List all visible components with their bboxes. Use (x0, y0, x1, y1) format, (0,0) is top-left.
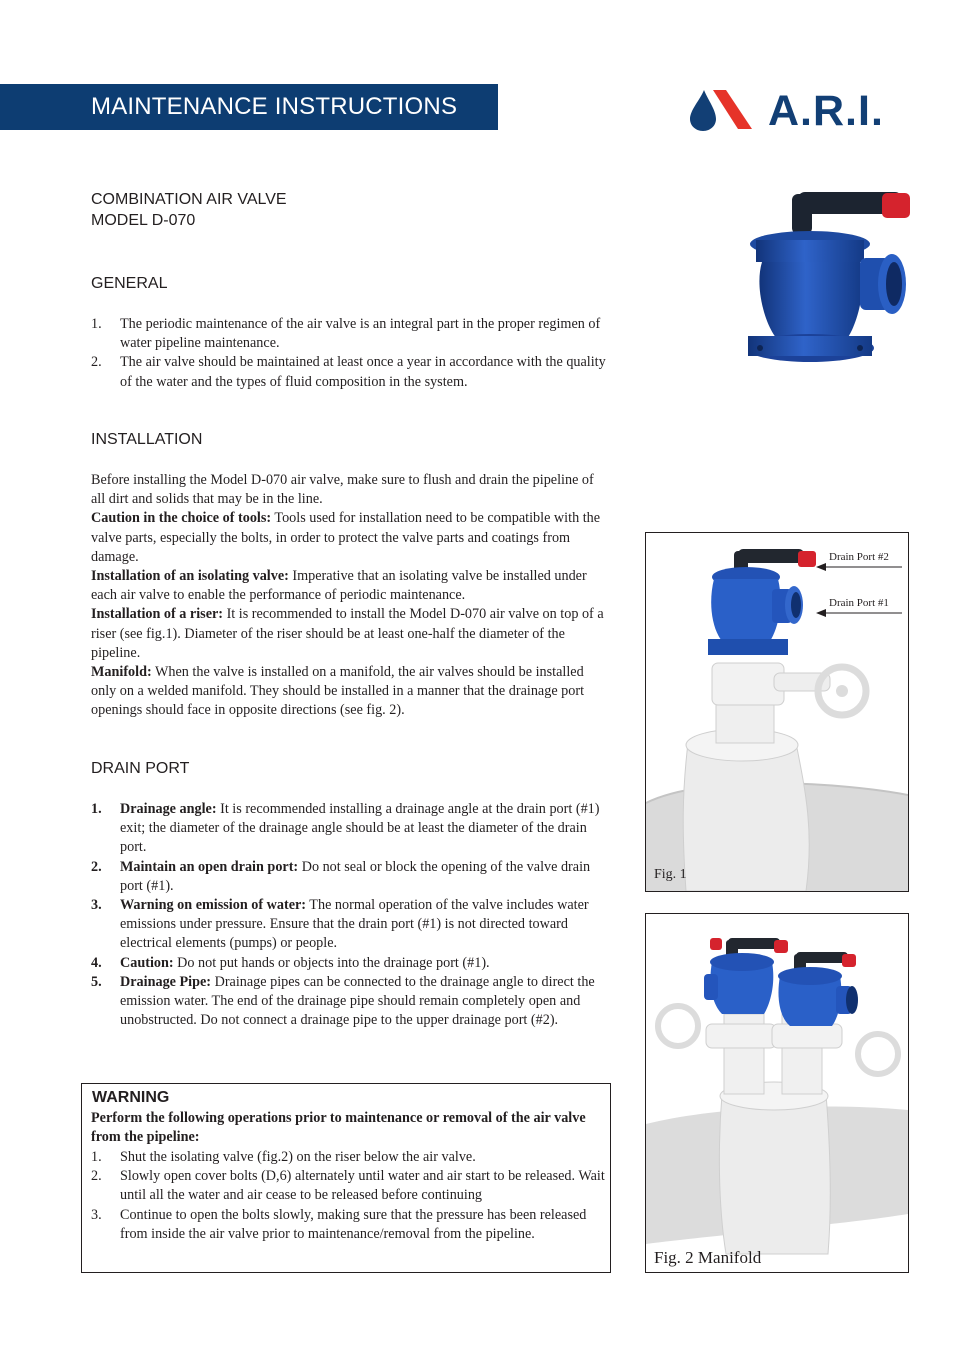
figure-2-caption: Fig. 2 Manifold (654, 1248, 762, 1267)
warning-lead: Perform the following operations prior to maintenance or removal of the air valve from the pipeline: (91, 1110, 586, 1146)
list-item: 3. Warning on emission of water: The normal operation of the valve includes water emissions under pressure. Ensure that the drain port (#1) is not directed toward electrical elements (pumps) or people. (91, 897, 589, 952)
list-item: 2. Maintain an open drain port: Do not seal or block the opening of the valve drain port (#1). (91, 858, 591, 894)
drain-port-heading: DRAIN PORT (91, 760, 190, 777)
installation-heading: INSTALLATION (91, 431, 203, 448)
title-banner (0, 84, 498, 130)
installation-text (91, 471, 607, 721)
figure-2 (645, 913, 909, 1273)
ari-logo-mark-icon (686, 86, 766, 132)
list-item: 1. Shut the isolating valve (fig.2) on the riser below the air valve. (91, 1149, 476, 1165)
list-item: 2. The air valve should be maintained at least once a year in accordance with the quality of the water and the types of fluid composition in the system. (91, 354, 606, 390)
installation-paragraph: Installation of a riser: It is recommended to install the Model D-070 air valve on top of a riser (see fig.1). Diameter of the riser should be at least one-half the diameter of the pipeline. (91, 606, 604, 661)
figure-1-caption: Fig. 1 (654, 867, 687, 882)
figure-1-illustration (646, 533, 908, 891)
product-model: MODEL D-070 (91, 212, 196, 229)
page-title: MAINTENANCE INSTRUCTIONS (91, 93, 458, 120)
list-item: 2. Slowly open cover bolts (D,6) alternately until water and air start to be released. Wait until all the water and air cease to be released before continuing (91, 1168, 605, 1204)
warning-heading: WARNING (92, 1089, 170, 1106)
figure-2-illustration (646, 914, 908, 1272)
drain-port-list (91, 800, 607, 1030)
general-heading: GENERAL (91, 275, 168, 292)
list-item: 4. Caution: Do not put hands or objects into the drainage port (#1). (91, 954, 490, 971)
product-image (748, 188, 914, 370)
warning-box (81, 1083, 611, 1273)
installation-paragraph: Manifold: When the valve is installed on a manifold, the air valves should be installed only on a welded manifold. They should be installed in a manner that the drainage port openings should face in opposite directions (see fig. 2). (91, 664, 585, 719)
callout-drain-port-1: Drain Port #1 (829, 597, 889, 609)
callout-drain-port-2: Drain Port #2 (829, 551, 889, 563)
ari-logo (686, 86, 912, 135)
product-name: COMBINATION AIR VALVE (91, 191, 287, 208)
list-item: 1. Drainage angle: It is recommended installing a drainage angle at the drain port (#1) exit; the diameter of the drainage angle should be at least the diameter of the drain port. (91, 801, 600, 856)
installation-paragraph: Caution in the choice of tools: Tools used for installation need to be compatible with the valve parts, especially the bolts, in order to protect the valve parts and coatings from damage. (91, 510, 601, 565)
logo-text: A.R.I. (768, 87, 884, 135)
warning-list (91, 1148, 605, 1244)
list-item: 3. Continue to open the bolts slowly, making sure that the pressure has been released from inside the air valve prior to maintenance/removal from the pipeline. (91, 1206, 587, 1242)
list-item: 1. The periodic maintenance of the air valve is an integral part in the proper regimen of water pipeline maintenance. (91, 316, 601, 352)
installation-paragraph: Installation of an isolating valve: Imperative that an isolating valve be installed under each air valve to enable the performance of periodic maintenance. (91, 568, 587, 604)
general-list (91, 315, 607, 392)
figure-1 (645, 532, 909, 892)
list-item: 5. Drainage Pipe: Drainage pipes can be connected to the drainage angle to direct the emission water. The end of the drainage pipe should remain completely open and unobstructed. Do not connect a drainage pipe to the upper drainage port (#2). (91, 973, 595, 1029)
installation-intro: Before installing the Model D-070 air valve, make sure to flush and drain the pipeline of all dirt and solids that may be in the line. (91, 472, 594, 508)
